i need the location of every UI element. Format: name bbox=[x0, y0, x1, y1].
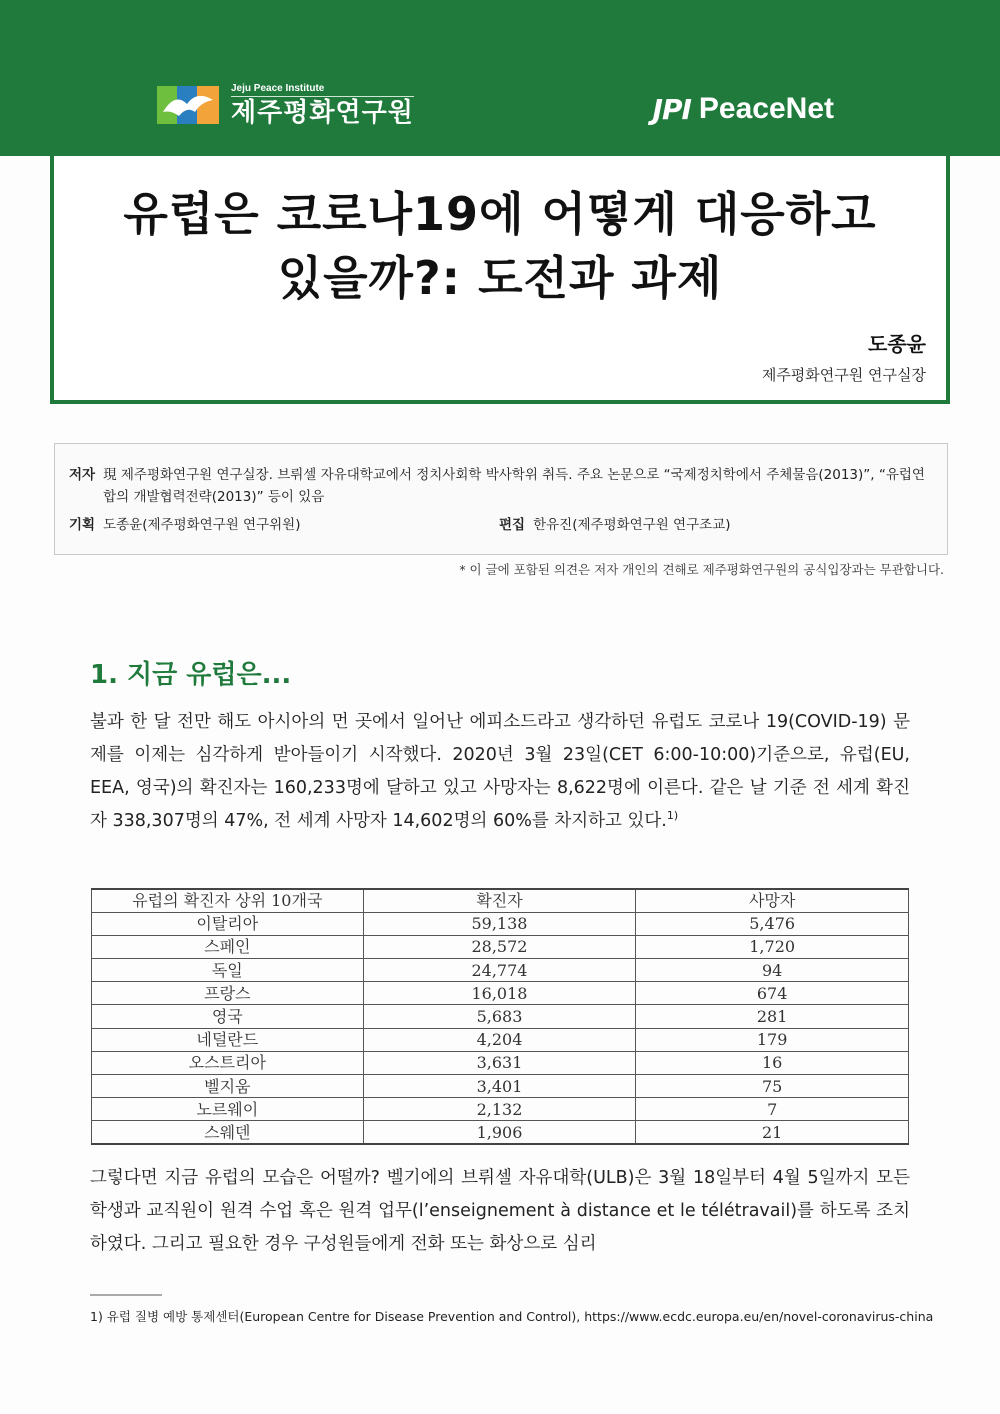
infection-table bbox=[91, 888, 909, 1145]
disclaimer: * 이 글에 포함된 의견은 저자 개인의 견해로 제주평화연구원의 공식입장과는 무관합니다. bbox=[459, 562, 944, 577]
table-cell-country: 이탈리아 bbox=[92, 912, 364, 935]
table-row bbox=[92, 1075, 909, 1098]
table-cell-country: 노르웨이 bbox=[92, 1098, 364, 1121]
table-header-confirmed: 확진자 bbox=[363, 889, 636, 912]
author-info-box bbox=[54, 443, 948, 555]
paragraph-1-text: 불과 한 달 전만 해도 아시아의 먼 곳에서 일어난 에피소드라고 생각하던 유럽도 코로나 19(COVID-19) 문제를 이제는 심각하게 받아들이기 시작했다. 2020년 3월 23일(CET 6:00-10:00)기준으로, 유럽(EU, EEA, 영국)의 확진자는 160,233명에 달하고 있고 사망자는 8,622명에 이른다. 같은 날 기준 전 세계 확진자 338,307명의 47%, 전 세계 사망자 14,602명의 60%를 차지하고 있다. bbox=[90, 712, 910, 831]
paragraph-1 bbox=[90, 706, 910, 838]
table-cell-confirmed: 28,572 bbox=[363, 935, 636, 958]
editing-label: 편집 bbox=[499, 517, 526, 533]
planning-credit bbox=[69, 514, 499, 536]
title-line-1: 유럽은 코로나19에 어떻게 대응하고 bbox=[123, 187, 877, 241]
table-header-row bbox=[92, 889, 909, 912]
table-cell-country: 오스트리아 bbox=[92, 1051, 364, 1074]
table-cell-confirmed: 24,774 bbox=[363, 959, 636, 982]
table-cell-deaths: 1,720 bbox=[636, 935, 909, 958]
peacenet-wordmark: PeaceNet bbox=[698, 92, 834, 125]
author-affiliation: 제주평화연구원 연구실장 bbox=[761, 366, 926, 384]
table-row bbox=[92, 1028, 909, 1051]
author-bio: 現 제주평화연구원 연구실장. 브뤼셀 자유대학교에서 정치사회학 박사학위 취득. 주요 논문으로 “국제정치학에서 주체물음(2013)”, “유럽연합의 개발협력전략(2013)” 등이 있음 bbox=[103, 467, 925, 505]
table-cell-deaths: 7 bbox=[636, 1098, 909, 1121]
table-row bbox=[92, 959, 909, 982]
footnote-ref-1[interactable]: 1) bbox=[666, 809, 679, 823]
table-cell-deaths: 75 bbox=[636, 1075, 909, 1098]
table-cell-deaths: 5,476 bbox=[636, 912, 909, 935]
author-label: 저자 bbox=[69, 467, 96, 483]
table-cell-confirmed: 4,204 bbox=[363, 1028, 636, 1051]
table-cell-confirmed: 5,683 bbox=[363, 1005, 636, 1028]
table-row bbox=[92, 1005, 909, 1028]
table-cell-country: 벨지움 bbox=[92, 1075, 364, 1098]
planning-label: 기획 bbox=[69, 517, 96, 533]
table-cell-deaths: 281 bbox=[636, 1005, 909, 1028]
table-cell-deaths: 179 bbox=[636, 1028, 909, 1051]
table-cell-confirmed: 59,138 bbox=[363, 912, 636, 935]
page-title bbox=[54, 182, 946, 310]
footnote-divider bbox=[90, 1294, 162, 1296]
table-header-country: 유럽의 확진자 상위 10개국 bbox=[92, 889, 364, 912]
table-row bbox=[92, 1098, 909, 1121]
table-cell-country: 스페인 bbox=[92, 935, 364, 958]
table-cell-deaths: 94 bbox=[636, 959, 909, 982]
logo-text bbox=[231, 83, 414, 127]
credits-row bbox=[69, 514, 933, 536]
table-cell-deaths: 674 bbox=[636, 982, 909, 1005]
table-cell-confirmed: 3,631 bbox=[363, 1051, 636, 1074]
jpi-mark: JPI bbox=[652, 92, 691, 126]
table-row bbox=[92, 1051, 909, 1074]
table-cell-deaths: 21 bbox=[636, 1121, 909, 1144]
table-cell-confirmed: 3,401 bbox=[363, 1075, 636, 1098]
table-row bbox=[92, 935, 909, 958]
jeju-logo-icon bbox=[157, 82, 219, 128]
logo-korean: 제주평화연구원 bbox=[231, 98, 414, 128]
title-box bbox=[50, 50, 950, 404]
footnote-1: 1) 유럽 질병 예방 통제센터(European Centre for Disease Prevention and Control), https://www.ecdc.europa.eu/en/novel-coronavirus-china bbox=[90, 1309, 934, 1324]
table-row bbox=[92, 912, 909, 935]
table-cell-country: 영국 bbox=[92, 1005, 364, 1028]
jeju-peace-institute-logo bbox=[157, 82, 414, 128]
table-row bbox=[92, 982, 909, 1005]
table-cell-confirmed: 2,132 bbox=[363, 1098, 636, 1121]
editing-text: 한유진(제주평화연구원 연구조교) bbox=[533, 517, 731, 533]
table-cell-deaths: 16 bbox=[636, 1051, 909, 1074]
title-box-header bbox=[54, 54, 946, 156]
editing-credit bbox=[499, 514, 929, 536]
title-line-2: 있을까?: 도전과 과제 bbox=[277, 251, 723, 305]
planning-text: 도종윤(제주평화연구원 연구위원) bbox=[103, 517, 301, 533]
paragraph-2: 그렇다면 지금 유럽의 모습은 어떨까? 벨기에의 브뤼셀 자유대학(ULB)은 3월 18일부터 4월 5일까지 모든 학생과 교직원이 원격 수업 혹은 원격 업무(l’enseignement à distance et le télétravail)를 하도록 조치하였다. 그리고 필요한 경우 구성원들에게 전화 또는 화상으로 심리 bbox=[90, 1168, 910, 1254]
table-row bbox=[92, 1121, 909, 1144]
table-cell-country: 네덜란드 bbox=[92, 1028, 364, 1051]
table-header-deaths: 사망자 bbox=[636, 889, 909, 912]
author-info-row bbox=[69, 464, 933, 508]
author-name: 도종윤 bbox=[868, 332, 926, 356]
table-cell-confirmed: 16,018 bbox=[363, 982, 636, 1005]
table-cell-country: 프랑스 bbox=[92, 982, 364, 1005]
section-heading: 1. 지금 유럽은... bbox=[90, 660, 292, 690]
table-cell-country: 스웨덴 bbox=[92, 1121, 364, 1144]
jpi-peacenet-logo bbox=[653, 92, 834, 126]
logo-english: Jeju Peace Institute bbox=[231, 83, 414, 97]
table-cell-confirmed: 1,906 bbox=[363, 1121, 636, 1144]
table-cell-country: 독일 bbox=[92, 959, 364, 982]
